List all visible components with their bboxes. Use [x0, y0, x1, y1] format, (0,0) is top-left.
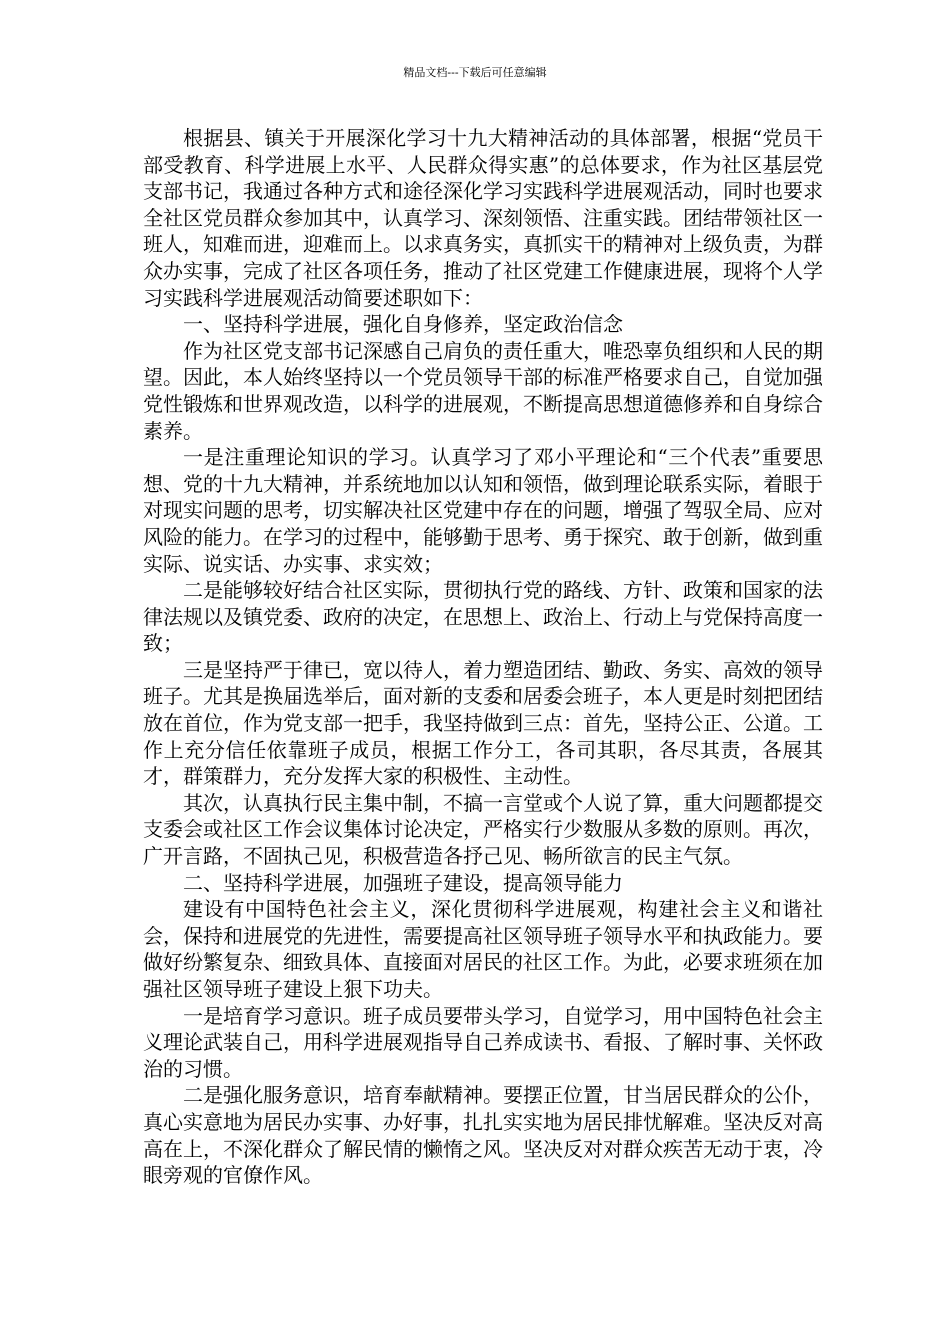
paragraph: 其次，认真执行民主集中制，不搞一言堂或个人说了算，重大问题都提交支委会或社区工作会议集体讨论决定，严格实行少数服从多数的原则。再次，广开言路，不固执己见，积极营造各抒己见、畅所欲言的民主气氛。 — [143, 790, 823, 869]
paragraph-intro: 根据县、镇关于开展深化学习十九大精神活动的具体部署，根据“党员干部受教育、科学进展上水平、人民群众得实惠”的总体要求，作为社区基层党支部书记，我通过各种方式和途径深化学习实践科学进展观活动，同时也要求全社区党员群众参加其中，认真学习、深刻领悟、注重实践。团结带领社区一班人，知难而进，迎难而上。以求真务实，真抓实干的精神对上级负责，为群众办实事，完成了社区各项任务，推动了社区党建工作健康进展，现将个人学习实践科学进展观活动简要述职如下： — [143, 126, 823, 310]
paragraph: 建设有中国特色社会主义，深化贯彻科学进展观，构建社会主义和谐社会，保持和进展党的先进性，需要提高社区领导班子领导水平和执政能力。要做好纷繁复杂、细致具体、直接面对居民的社区工作。为此，必要求班须在加强社区领导班子建设上狠下功夫。 — [143, 897, 823, 1001]
document-body — [143, 125, 823, 1189]
paragraph: 一是培育学习意识。班子成员要带头学习，自觉学习，用中国特色社会主义理论武装自己，用科学进展观指导自己养成读书、看报、了解时事、关怀政治的习惯。 — [143, 1003, 823, 1081]
section-heading-2: 二、坚持科学进展，加强班子建设，提高领导能力 — [183, 870, 623, 895]
section-heading-1: 一、坚持科学进展，强化自身修养，坚定政治信念 — [183, 312, 623, 337]
paragraph: 三是坚持严于律已，宽以待人，着力塑造团结、勤政、务实、高效的领导班子。尤其是换届选举后，面对新的支委和居委会班子，本人更是时刻把团结放在首位，作为党支部一把手，我坚持做到三点：首先，坚持公正、公道。工作上充分信任依靠班子成员，根据工作分工，各司其职，各尽其责，各展其才，群策群力，充分发挥大家的积极性、主动性。 — [143, 657, 823, 789]
page-header: 精品文档---下载后可任意编辑 — [403, 66, 547, 79]
paragraph: 一是注重理论知识的学习。认真学习了邓小平理论和“三个代表”重要思想、党的十九大精神，并系统地加以认知和领悟，做到理论联系实际，着眼于对现实问题的思考，切实解决社区党建中存在的问题，增强了驾驭全局、应对风险的能力。在学习的过程中，能够勤于思考、勇于探究、敢于创新，做到重实际、说实话、办实事、求实效； — [143, 445, 823, 576]
paragraph: 二是强化服务意识，培育奉献精神。要摆正位置，甘当居民群众的公仆，真心实意地为居民办实事、办好事，扎扎实实地为居民排忧解难。坚决反对高高在上，不深化群众了解民情的懒惰之风。坚决反对对群众疾苦无动于衷，冷眼旁观的官僚作风。 — [143, 1083, 823, 1188]
paragraph: 二是能够较好结合社区实际，贯彻执行党的路线、方针、政策和国家的法律法规以及镇党委、政府的决定，在思想上、政治上、行动上与党保持高度一致； — [143, 578, 823, 656]
paragraph: 作为社区党支部书记深感自己肩负的责任重大，唯恐辜负组织和人民的期望。因此，本人始终坚持以一个党员领导干部的标准严格要求自己，自觉加强党性锻炼和世界观改造，以科学的进展观，不断提高思想道德修养和自身综合素养。 — [143, 338, 823, 443]
